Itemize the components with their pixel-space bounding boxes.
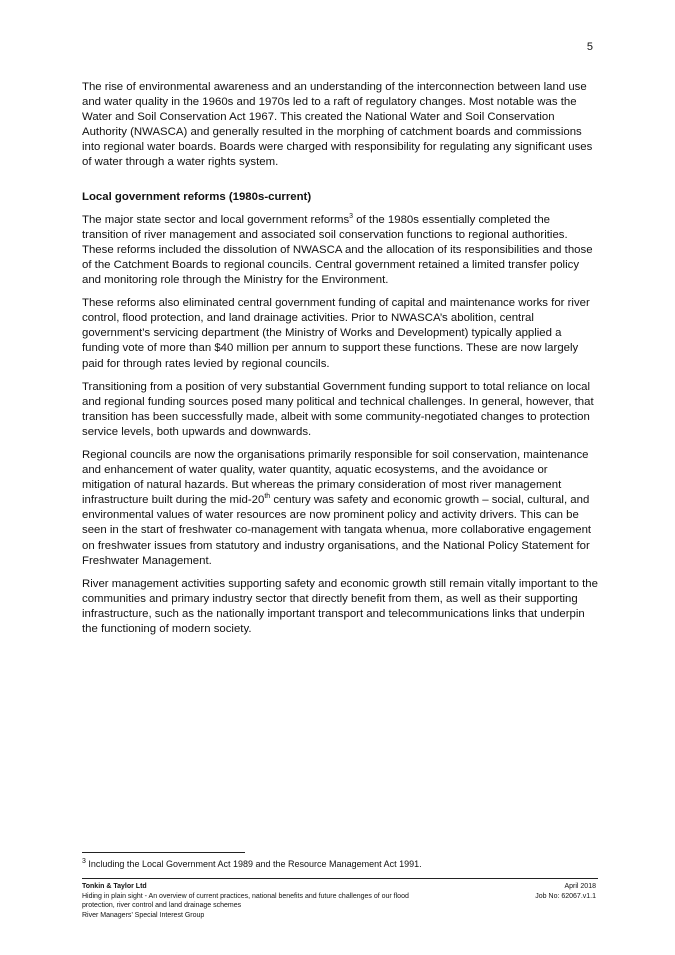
footer-company: Tonkin & Taylor Ltd [82, 883, 147, 890]
paragraph-text: The major state sector and local government reforms [82, 213, 350, 226]
footnote-divider [82, 852, 245, 853]
footer-left [82, 882, 462, 920]
paragraph-funding-eliminated: These reforms also eliminated central government funding of capital and maintenance works for river control, flood protection, and land drainage activities. Prior to NWASCA’s abolition, central government’s servicing department (the Ministry of Works and Development) typically applied a funding vote of more than $40 million per annum to support these functions. These are now largely paid for through rates levied by regional councils. [82, 297, 590, 370]
page-number: 5 [586, 41, 593, 53]
footer-right [535, 882, 596, 901]
paragraph-text: of the 1980s essentially completed the transition of river management and associated soil conservation functions to regional authorities. These reforms included the dissolution of NWASCA and the allocation of its responsibilities and those of the Catchment Boards to regional councils. Central government retained a limited transfer policy and monitoring role through the Ministry for the Environment. [82, 213, 593, 287]
paragraph-regional-councils [82, 448, 598, 569]
section-heading: Local government reforms (1980s-current) [82, 190, 312, 203]
paragraph-safety-growth: River management activities supporting safety and economic growth still remain vitally important to the communities and primary industry sector that directly benefit from them, as well as their supporting infrastructure, such as the nationally important transport and telecommunications links that underpin the functioning of modern society. [82, 577, 598, 635]
paragraph-text: century was safety and economic growth – social, cultural, and environmental values of water resources are now prominent policy and activity drivers. This can be seen in the start of freshwater co-management with tangata whenua, more collaborative engagement on freshwater issues from statutory and industry organisations, and the National Policy Statement for Freshwater Management. [82, 494, 592, 567]
paragraph-water-soil-act: The rise of environmental awareness and an understanding of the interconnection between land use and water quality in the 1960s and 1970s led to a raft of regulatory changes. Most notable was the Water and Soil Conservation Act 1967. This created the National Water and Soil Conservation Authority (NWASCA) and generally resulted in the morphing of catchment boards and commissions into regional water boards. Boards were charged with responsibility for regulating any significant uses of water through a water rights system. [82, 81, 593, 169]
footer-divider [82, 878, 598, 879]
footnote [82, 858, 598, 870]
footer-date: April 2018 [564, 883, 596, 890]
paragraph-transition: Transitioning from a position of very substantial Government funding support to total reliance on local and regional funding sources posed many political and technical challenges. In general, however, that transition has been successfully made, albeit with some community-negotiated changes to protection service levels, both upwards and downwards. [82, 380, 594, 438]
footer-title-line-1: Hiding in plain sight - An overview of current practices, national benefits and future challenges of our flood [82, 892, 409, 900]
paragraph-text: Regional councils are now the organisations primarily responsible for soil conservation, maintenance and enhancement of water quality, water quantity, aquatic ecosystems, and the avoidance or mitigation of natural hazards. But whereas the primary consideration of most river management infrastructure built during the mid-20 [82, 448, 589, 507]
footer-job-number: Job No: 62067.v1.1 [535, 892, 596, 900]
footer-title-line-2: protection, river control and land drainage schemes [82, 902, 242, 910]
footnote-text: Including the Local Government Act 1989 and the Resource Management Act 1991. [85, 859, 422, 869]
ordinal-superscript: th [264, 493, 271, 501]
footnote-reference: 3 [349, 212, 354, 220]
body-text [82, 80, 598, 645]
footer-group: River Managers’ Special Interest Group [82, 911, 205, 919]
paragraph-local-government-reforms [82, 213, 598, 288]
footnote-number: 3 [82, 858, 86, 865]
